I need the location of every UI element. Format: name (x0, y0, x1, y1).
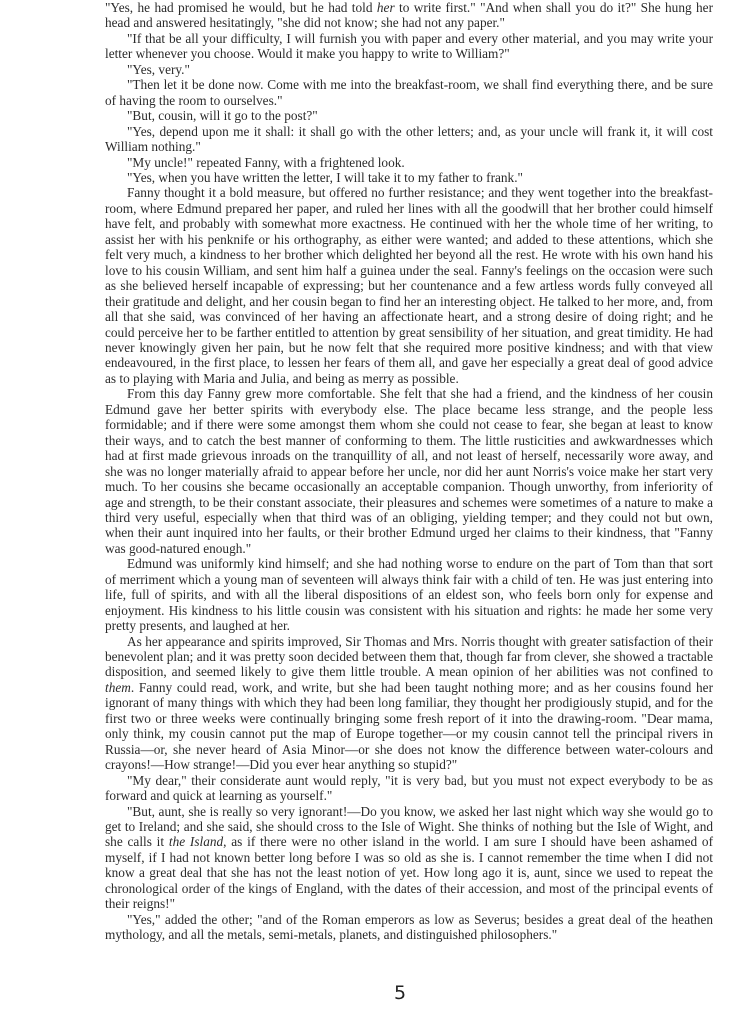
text-segment: From this day Fanny grew more comfortable. She felt that she had a friend, and the kindness of her cousin Edmund gave her better spirits with everybody else. The place became less strange, and the people less formidable; and if there were some amongst them whom she could not cease to fear, she began at least to know their ways, and to catch the best manner of conforming to them. The little rusticities and awkwardnesses which had at first made grievous inroads on the tranquillity of all, and not least of herself, necessarily wore away, and she was no longer materially afraid to appear before her uncle, nor did her aunt Norris's voice make her start very much. To her cousins she became occasionally an acceptable companion. Though unworthy, from inferiority of age and strength, to be their constant associate, their pleasures and schemes were sometimes of a nature to make a third very useful, especially when that third was of an obliging, yielding temper; and they could not but own, when their aunt inquired into her faults, or their brother Edmund urged her claims to their kindness, that "Fanny was good-natured enough." (105, 386, 713, 556)
page-number: 5 (393, 982, 407, 1004)
paragraph (105, 804, 713, 912)
italic-text: them (105, 679, 131, 695)
text-segment: , as if there were no other island in the world. I am sure I should have been ashamed of myself, if I had not known better long before I was so old as she is. I cannot remember the time when I did not know a great deal that she has not the least notion of yet. How long ago it is, aunt, since we used to repeat the chronological order of the kings of England, with the dates of their accession, and most of the principal events of their reigns!" (105, 834, 714, 912)
paragraph (105, 31, 713, 62)
italic-text: the Island (168, 834, 224, 850)
text-segment: "But, cousin, will it go to the post?" (127, 108, 318, 124)
text-segment: Edmund was uniformly kind himself; and she had nothing worse to endure on the part of Tom than that sort of merriment which a young man of seventeen will always think fair with a child of ten. He was just entering into life, full of spirits, and with all the liberal dispositions of an eldest son, who feels born only for expense and enjoyment. His kindness to his little cousin was consistent with his situation and rights: he made her some very pretty presents, and laughed at her. (105, 556, 713, 634)
paragraph (105, 386, 713, 556)
paragraph (105, 170, 713, 185)
text-segment: "But, aunt, she is really so very ignorant!—Do you know, we asked her last night which way she would go to get to Ireland; and she said, she should cross to the Isle of Wight. She thinks of nothing but the Isle of Wight, and she calls it (105, 803, 713, 850)
text-segment: "Yes," added the other; "and of the Roman emperors as low as Severus; besides a great deal of the heathen mythology, and all the metals, semi-metals, planets, and distinguished philosophers." (105, 911, 713, 943)
text-segment: "My dear," their considerate aunt would reply, "it is very bad, but you must not expect everybody to be as forward and quick at learning as yourself." (105, 772, 713, 804)
paragraph (105, 912, 713, 943)
paragraph (105, 155, 713, 170)
text-segment: "Yes, depend upon me it shall: it shall go with the other letters; and, as your uncle will frank it, it will cost William nothing." (105, 123, 713, 155)
text-segment: "Yes, very." (127, 61, 190, 77)
paragraph (105, 634, 713, 773)
text-segment: "Yes, he had promised he would, but he had told (105, 0, 377, 15)
text-segment: "My uncle!" repeated Fanny, with a frightened look. (127, 154, 405, 170)
text-segment: . Fanny could read, work, and write, but she had been taught nothing more; and as her cousins found her ignorant of many things with which they had been long familiar, they thought her prodigiously stupid, and for the first two or three weeks were continually bringing some fresh report of it into the drawing-room. "Dear mama, only think, my cousin cannot put the map of Europe together—or my cousin cannot tell the principal rivers in Russia—or, she never heard of Asia Minor—or she does not know the difference between water-colours and crayons!—How strange!—Did you ever hear anything so stupid?" (105, 679, 713, 773)
paragraph (105, 773, 713, 804)
text-segment: As her appearance and spirits improved, Sir Thomas and Mrs. Norris thought with greater satisfaction of their benevolent plan; and it was pretty soon decided between them that, though far from clever, she showed a tractable disposition, and seemed likely to give them little trouble. A mean opinion of her abilities was not confined to (105, 633, 713, 680)
paragraph (105, 185, 713, 386)
paragraph (105, 108, 713, 123)
paragraph (105, 124, 713, 155)
italic-text: her (376, 0, 395, 15)
page-body-text (105, 0, 713, 943)
text-segment: "Then let it be done now. Come with me into the breakfast-room, we shall find everything there, and be sure of having the room to ourselves." (105, 77, 713, 108)
paragraph (105, 77, 713, 108)
paragraph (105, 556, 713, 633)
text-segment: "Yes, when you have written the letter, I will take it to my father to frank." (127, 169, 523, 185)
paragraph (105, 62, 713, 77)
text-segment: "If that be all your difficulty, I will furnish you with paper and every other material, and you may write your letter whenever you choose. Would it make you happy to write to William?" (105, 30, 713, 62)
text-segment: Fanny thought it a bold measure, but offered no further resistance; and they went together into the breakfast-room, where Edmund prepared her paper, and ruled her lines with all the goodwill that her brother could himself have felt, and probably with somewhat more exactness. He continued with her the whole time of her writing, to assist her with his penknife or his orthography, as either were wanted; and added to these attentions, which she felt very much, a kindness to her brother which delighted her beyond all the rest. He wrote with his own hand his love to his cousin William, and sent him half a guinea under the seal. Fanny's feelings on the occasion were such as she believed herself incapable of expressing; but her countenance and a few artless words fully conveyed all their gratitude and delight, and her cousin began to find her an interesting object. He talked to her more, and, from all that she said, was convinced of her having an affectionate heart, and a strong desire of doing right; and he could perceive her to be farther entitled to attention by great sensibility of her situation, and great timidity. He had never knowingly given her pain, but he now felt that she required more positive kindness; and with that view endeavoured, in the first place, to lessen her fears of them all, and gave her especially a great deal of good advice as to playing with Maria and Julia, and being as merry as possible. (105, 185, 713, 386)
text-segment: to write first." "And when shall you do it?" She hung her head and answered hesitatingly, "she did not know; she had not any paper." (105, 0, 713, 31)
paragraph (105, 0, 713, 31)
